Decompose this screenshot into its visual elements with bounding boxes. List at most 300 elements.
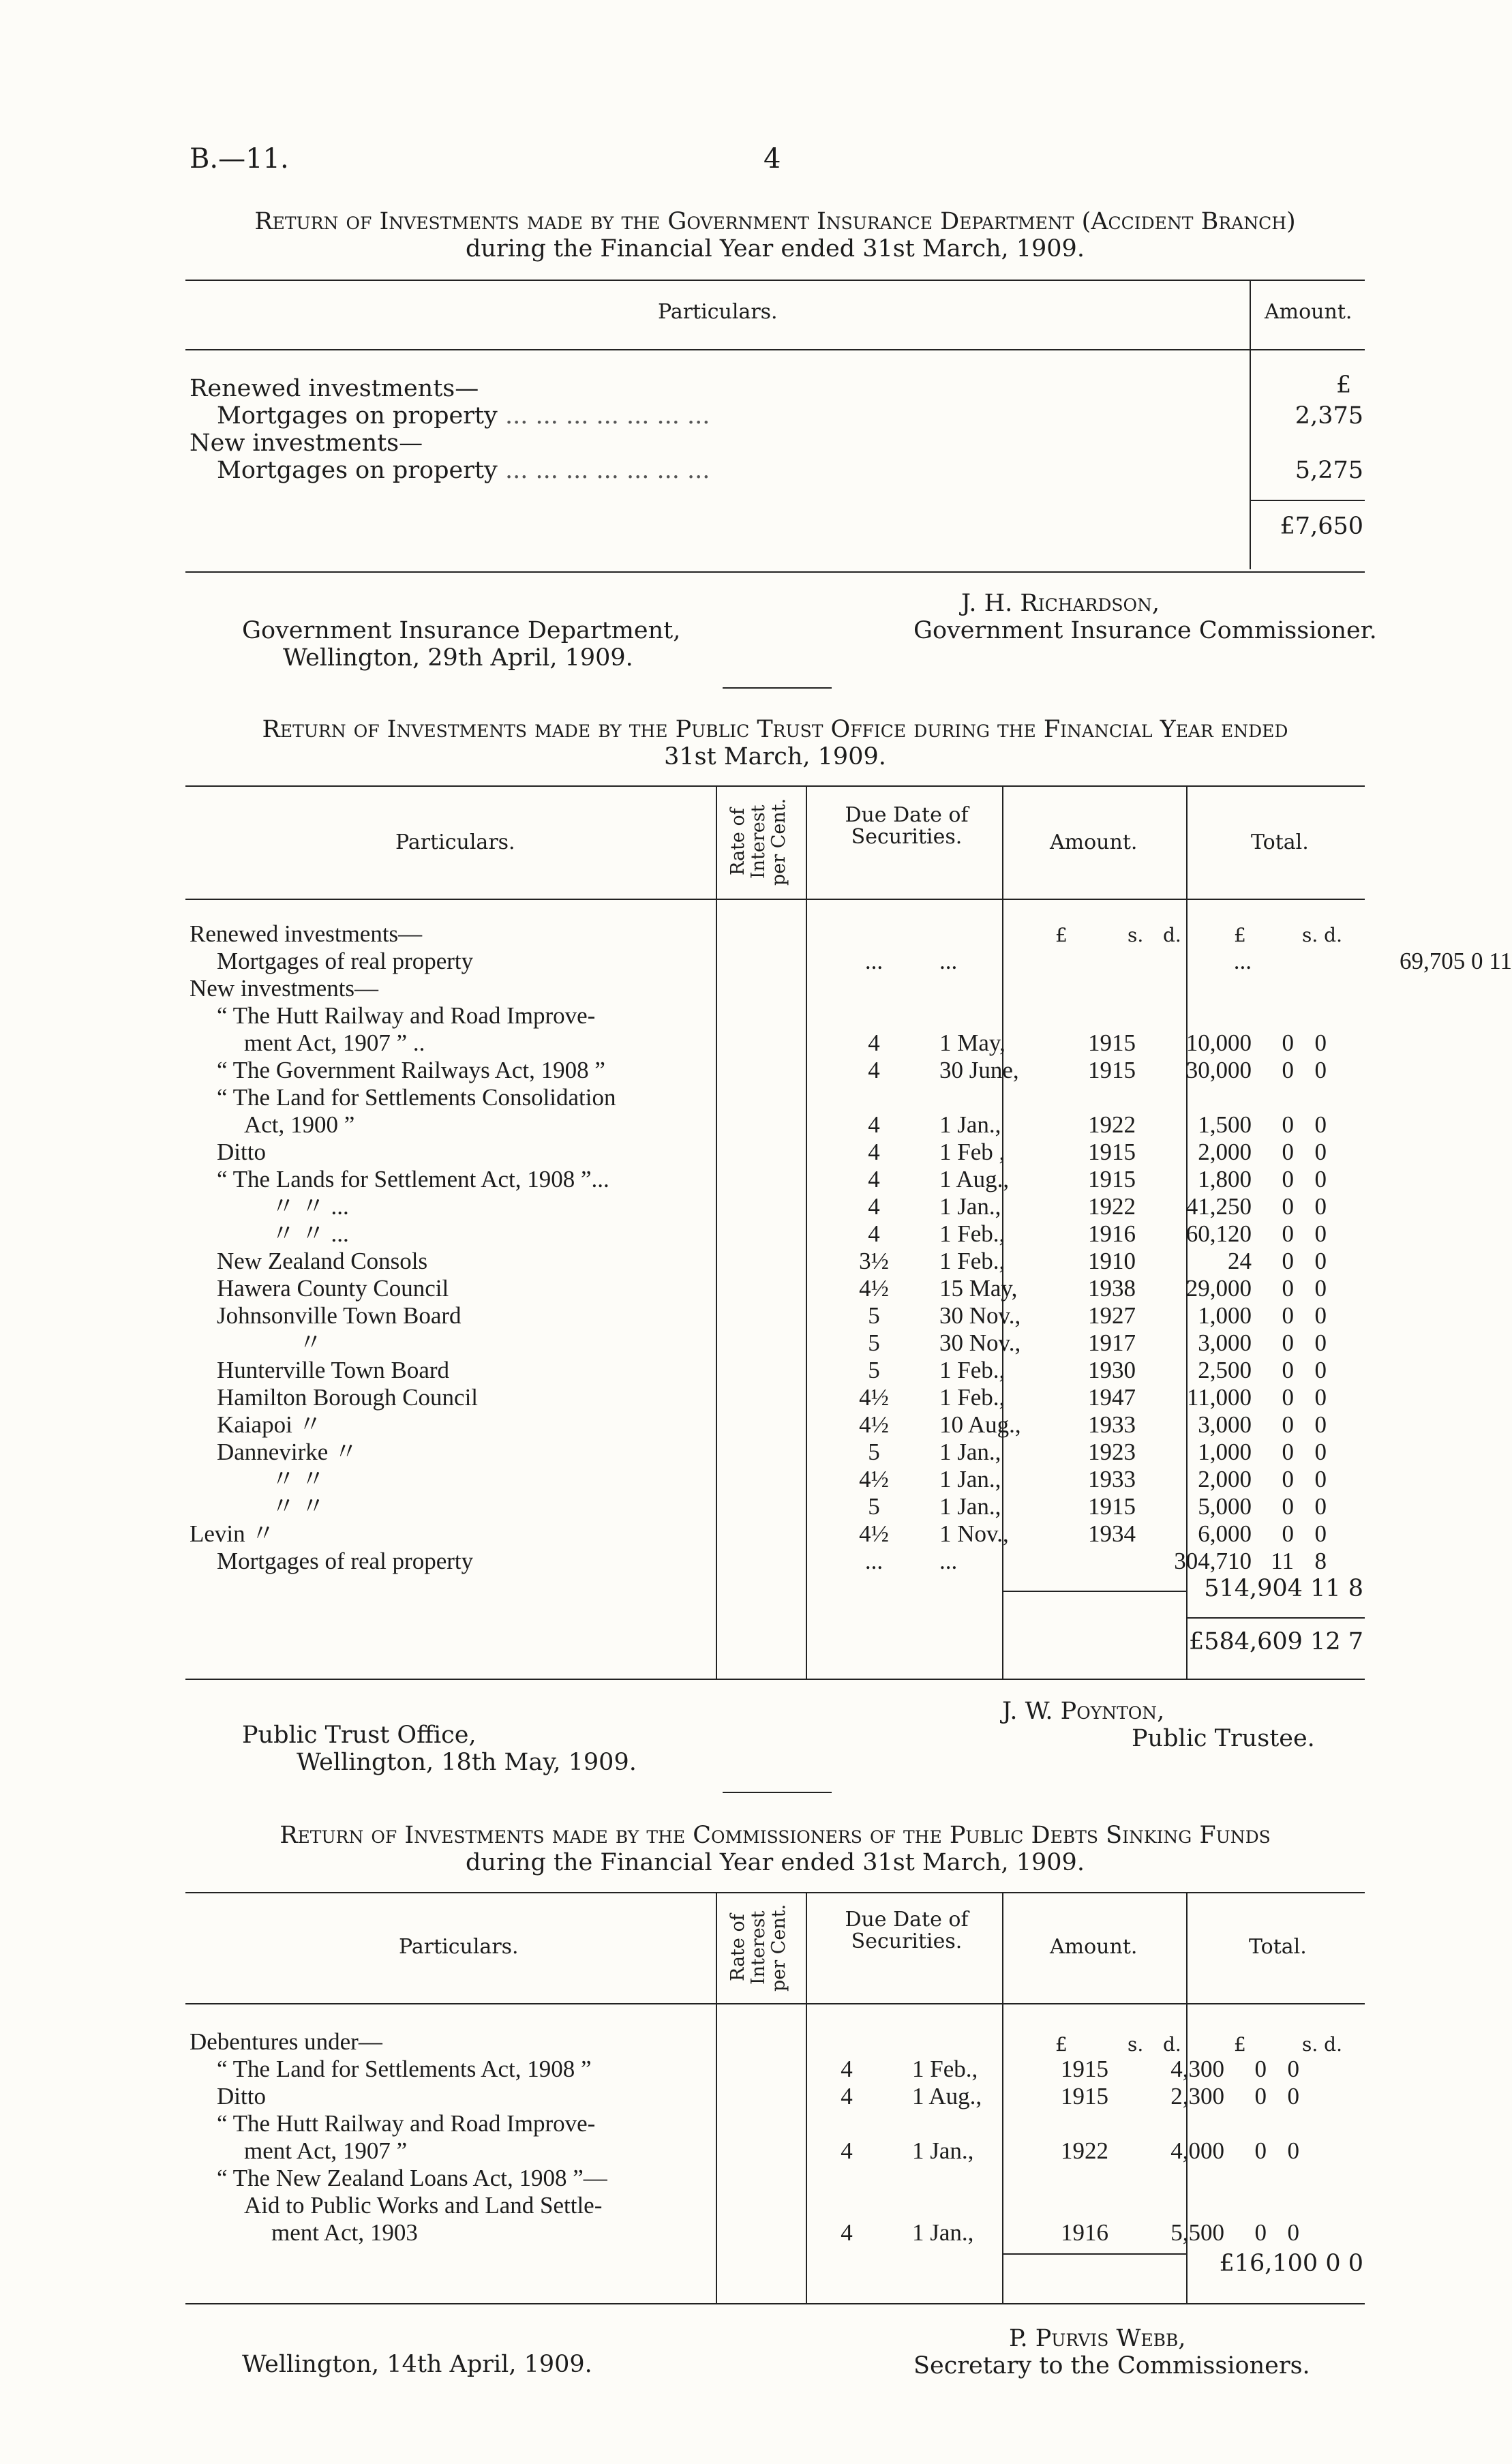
amount-pounds-cell [1136,1084,1258,1111]
table3-header-rule [185,2003,1365,2004]
table-row [185,920,1512,948]
amount-pence-cell: 0 [1314,1466,1327,1492]
total-cell [1307,2083,1485,2110]
amount-pence-cell: 0 [1314,1302,1327,1329]
particulars-cell: Mortgages of real property [217,948,474,974]
rate-cell: 4 [868,1139,880,1165]
table2-header-rule [185,899,1365,900]
rate-cell: 5 [868,1357,880,1383]
due-date-cell: 1 Feb., [939,1220,1006,1247]
amount-pence-cell: 0 [1314,1030,1327,1056]
table-row [185,1275,1512,1302]
particulars-cell: “ The Government Railways Act, 1908 ” [217,1057,605,1083]
table1-amount-1: 2,375 [1295,402,1363,430]
due-date-cell: 30 Nov., [939,1329,1021,1356]
rate-cell: 4 [841,2137,853,2164]
amount-shillings-cell [1231,2028,1267,2056]
table3-body [185,2028,1485,2247]
section3-sign-right-line1: P. Purvis Webb, [1009,2325,1186,2352]
amount-shillings-cell: 0 [1254,2083,1267,2109]
rate-cell: 4 [868,1111,880,1138]
table1-row-2: Mortgages on property ... ... ... ... ... ... ... [217,402,710,430]
due-date-cell [919,1002,1042,1030]
amount-shillings-cell: 0 [1282,1439,1294,1465]
total-cell [1307,2192,1485,2219]
section1-sign-left-line2: Wellington, 29th April, 1909. [283,644,633,672]
due-year-cell [1014,2192,1108,2219]
section1-sign-right-line1: J. H. Richardson, [961,590,1160,617]
particulars-cell: Johnsonville Town Board [217,1302,462,1329]
total-cell [1335,1357,1512,1384]
amount-shillings-cell: 0 [1282,1329,1294,1356]
due-date-cell: 1 Jan., [912,2219,974,2246]
particulars-cell: Aid to Public Works and Land Settle- [244,2192,603,2219]
due-year-cell: 1934 [1088,1520,1136,1547]
table-row [185,2110,1485,2137]
due-date-cell: ... [939,948,958,974]
table-row [185,1002,1512,1030]
rate-cell [802,2110,892,2137]
due-year-cell: 1922 [1088,1111,1136,1138]
table-row [185,1139,1512,1166]
section2-title-line1: Return of Investments made by the Public Trust Office during the Financial Year ended [262,716,1288,743]
table-row [185,1248,1512,1275]
table3-total-sd-unit: s. d. [1302,2033,1342,2056]
due-year-cell: 1916 [1088,1220,1136,1247]
rate-cell: 4 [868,1220,880,1247]
total-cell [1307,2110,1485,2137]
table-row [185,2165,1485,2192]
amount-pounds-cell: 1,000 [1198,1439,1252,1465]
section2-sign-right-line2: Public Trustee. [1132,1725,1315,1752]
amount-shillings-cell: 0 [1282,1520,1294,1547]
particulars-cell: New Zealand Consols [217,1248,428,1274]
due-date-cell: 1 Jan., [912,2137,974,2164]
due-date-cell: 1 Jan., [939,1111,1001,1138]
amount-pence-cell: 8 [1314,1548,1327,1574]
amount-shillings-cell [1258,948,1294,975]
due-year-cell [1042,975,1136,1002]
table3-header-total: Total. [1249,1935,1307,1959]
amount-pence-cell [1294,920,1335,948]
table3-total-pound-unit: £ [1234,2033,1246,2056]
particulars-cell: Kaiapoi 〃 [217,1411,322,1438]
rate-cell: 4 [868,1193,880,1220]
due-year-cell [1042,948,1136,975]
total-cell [1335,1220,1512,1248]
rate-cell [829,975,919,1002]
section1-signature-right [913,590,1377,644]
table1-header-rule [185,349,1365,350]
particulars-cell: Mortgages of real property [217,1548,474,1574]
section2-sign-right-line1: J. W. Poynton, [1002,1698,1165,1725]
table1-amount-divider [1250,280,1251,351]
particulars-cell: 〃 〃 [271,1466,325,1492]
table-row [185,1493,1512,1520]
due-year-cell: 1933 [1088,1411,1136,1438]
rate-cell [802,2165,892,2192]
rate-cell: 5 [868,1329,880,1356]
rate-cell: 4 [841,2083,853,2109]
due-year-cell: 1922 [1061,2137,1108,2164]
due-year-cell: 1927 [1088,1302,1136,1329]
table3-header-rate: Rate of Interest per Cent. [727,1904,789,1992]
due-date-cell [892,2028,1014,2056]
amount-pence-cell [1267,2165,1307,2192]
rate-cell: 4 [841,2219,853,2246]
amount-shillings-cell [1258,975,1294,1002]
total-cell [1335,1193,1512,1220]
due-year-cell: 1915 [1088,1166,1136,1192]
due-year-cell [1042,1548,1136,1575]
amount-pounds-cell: 60,120 [1185,1220,1252,1247]
rate-cell [802,2192,892,2219]
amount-pence-cell: 0 [1287,2083,1299,2109]
total-cell [1335,975,1512,1002]
due-year-cell [1042,1084,1136,1111]
amount-shillings-cell: 0 [1282,1248,1294,1274]
table1-amount-column-line [1250,351,1251,569]
amount-shillings-cell: 0 [1282,1357,1294,1383]
due-year-cell: 1922 [1088,1193,1136,1220]
rate-cell: 4 [841,2056,853,2082]
rate-cell [829,1002,919,1030]
total-cell [1335,1030,1512,1057]
amount-shillings-cell: 0 [1282,1493,1294,1520]
table1-row-4: Mortgages on property ... ... ... ... ... ... ... [217,457,710,484]
section2-signature-left [242,1722,637,1776]
amount-pounds-cell: 5,000 [1198,1493,1252,1520]
table1-bottom-rule [185,571,1365,573]
amount-pounds-cell: 24 [1228,1248,1252,1274]
amount-pence-cell: 0 [1314,1057,1327,1083]
amount-pence-cell: 0 [1314,1193,1327,1220]
total-cell [1307,2219,1485,2247]
table3-header-amount: Amount. [1050,1935,1138,1959]
table-row [185,2083,1485,2110]
particulars-cell: 〃 〃 [271,1493,325,1520]
total-cell [1335,1466,1512,1493]
section1-signature-left [242,617,680,672]
rate-cell: 4½ [859,1411,889,1438]
amount-pounds-cell: 29,000 [1185,1275,1252,1302]
due-date-cell: 10 Aug., [939,1411,1021,1438]
amount-pence-cell: 0 [1314,1248,1327,1274]
due-date-cell: 1 Jan., [939,1193,1001,1220]
section2-sign-left-line2: Wellington, 18th May, 1909. [297,1749,637,1776]
amount-pence-cell [1294,1084,1335,1111]
table-row [185,2028,1485,2056]
table3-bottom-rule [185,2303,1365,2304]
table-row [185,1302,1512,1329]
section1-sign-left-line1: Government Insurance Department, [242,617,681,644]
table2-bottom-rule [185,1679,1365,1680]
amount-pence-cell: 0 [1314,1439,1327,1465]
section3-sign-right-line2: Secretary to the Commissioners. [913,2352,1310,2379]
due-date-cell: 1 Jan., [939,1439,1001,1465]
particulars-cell: Ditto [217,2083,266,2109]
particulars-cell: “ The Land for Settlements Consolidation [217,1084,616,1111]
table-row [185,1548,1512,1575]
table1-header-amount: Amount. [1265,300,1352,324]
amount-pounds-cell: 304,710 [1174,1548,1252,1574]
amount-pence-cell [1294,948,1335,975]
amount-pence-cell [1267,2028,1307,2056]
section3-signature-left: Wellington, 14th April, 1909. [242,2351,592,2378]
table3-header-due: Due Date of Securities. [845,1908,969,1953]
table-row [185,1411,1512,1439]
section1-title-line1: Return of Investments made by the Government Insurance Department (Accident Branch) [254,208,1296,235]
table-row [185,1439,1512,1466]
table-row [185,1520,1512,1548]
due-year-cell: 1917 [1088,1329,1136,1356]
section3-title-line1: Return of Investments made by the Commissioners of the Public Debts Sinking Funds [279,1822,1271,1849]
due-date-cell: 1 Jan., [939,1493,1001,1520]
due-year-cell: 1915 [1088,1030,1136,1056]
amount-pounds-cell [1136,975,1258,1002]
amount-shillings-cell: 0 [1282,1302,1294,1329]
particulars-cell: ment Act, 1903 [271,2219,418,2246]
table1-currency: £ [1336,372,1352,399]
table2-header-rate: Rate of Interest per Cent. [727,798,789,886]
table2-amount-shilling-unit: s. [1128,924,1144,946]
particulars-cell: ment Act, 1907 ” [244,2137,408,2164]
section2-sign-left-line1: Public Trust Office, [242,1722,477,1749]
table-row [185,1329,1512,1357]
due-year-cell: 1933 [1088,1466,1136,1492]
table3-total: £16,100 0 0 [1219,2250,1363,2277]
total-cell [1335,1166,1512,1193]
total-cell [1335,1057,1512,1084]
due-date-cell: 1 Feb., [939,1357,1006,1383]
total-cell [1335,1520,1512,1548]
amount-pence-cell: 0 [1314,1493,1327,1520]
amount-pence-cell: 0 [1287,2219,1299,2246]
amount-shillings-cell: 0 [1282,1111,1294,1138]
total-cell [1335,1302,1512,1329]
table-row [185,2192,1485,2219]
amount-pounds-cell: 2,000 [1198,1139,1252,1165]
rate-cell: 4 [868,1030,880,1056]
table-row [185,2056,1485,2083]
amount-shillings-cell [1258,920,1294,948]
table2-grand-total: £584,609 12 7 [1188,1628,1363,1655]
particulars-cell: “ The Hutt Railway and Road Improve- [217,1002,596,1029]
amount-pounds-cell: 10,000 [1185,1030,1252,1056]
amount-pence-cell [1294,975,1335,1002]
amount-pounds-cell: 1,000 [1198,1302,1252,1329]
amount-pounds-cell [1108,2192,1231,2219]
particulars-cell: “ The Hutt Railway and Road Improve- [217,2110,596,2137]
amount-shillings-cell [1258,1084,1294,1111]
total-cell [1335,1139,1512,1166]
document-reference: B.—11. [190,143,289,175]
table-row [185,2219,1485,2247]
particulars-cell: Act, 1900 ” [244,1111,355,1138]
table1-particulars [190,375,710,484]
table-row [185,1030,1512,1057]
amount-shillings-cell: 0 [1282,1030,1294,1056]
due-year-cell [1014,2028,1108,2056]
section-separator-1 [723,687,832,689]
amount-pence-cell: 0 [1314,1139,1327,1165]
particulars-cell: Ditto [217,1139,266,1165]
due-date-cell [892,2192,1014,2219]
table3-header-particulars: Particulars. [399,1935,519,1959]
amount-pounds-cell: 3,000 [1198,1411,1252,1438]
particulars-cell: Debentures under— [190,2028,382,2055]
due-year-cell: 1930 [1088,1357,1136,1383]
amount-pence-cell: 0 [1314,1357,1327,1383]
rate-cell: 4 [868,1057,880,1083]
rate-cell: ... [864,948,883,974]
particulars-cell: Hawera County Council [217,1275,449,1302]
table-row [185,1220,1512,1248]
due-year-cell [1042,1002,1136,1030]
amount-shillings-cell: 0 [1282,1411,1294,1438]
table2-header-amount: Amount. [1050,830,1138,854]
table2-amount-pound-unit: £ [1055,924,1068,946]
due-date-cell: 1 Aug., [912,2083,982,2109]
table1-top-rule [185,280,1365,281]
due-date-cell [892,2165,1014,2192]
table-row [185,1084,1512,1111]
amount-pence-cell [1267,2110,1307,2137]
total-cell [1335,1411,1512,1439]
table1-row-3: New investments— [190,430,423,457]
amount-shillings-cell: 11 [1271,1548,1294,1574]
table3-top-rule [185,1892,1365,1893]
due-year-cell: 1915 [1088,1493,1136,1520]
amount-shillings-cell: 0 [1282,1166,1294,1192]
due-date-cell: 15 May, [939,1275,1018,1302]
particulars-cell: ment Act, 1907 ” .. [244,1030,425,1056]
rate-cell: 4½ [859,1384,889,1411]
amount-pounds-cell: 30,000 [1185,1057,1252,1083]
amount-shillings-cell: 0 [1282,1275,1294,1302]
due-year-cell: 1915 [1088,1057,1136,1083]
table2-subtotal: 514,904 11 8 [1204,1575,1363,1602]
total-cell [1335,1548,1512,1575]
table2-amount-pence-unit: d. [1163,924,1181,946]
rate-cell: 5 [868,1302,880,1329]
table3-amount-pence-unit: d. [1163,2033,1181,2056]
section2-title-line2: 31st March, 1909. [664,743,886,770]
amount-pence-cell: 0 [1314,1411,1327,1438]
table2-body [185,920,1512,1575]
table1-row-1: Renewed investments— [190,375,479,402]
due-year-cell: 1938 [1088,1275,1136,1302]
due-date-cell: 1 Feb , [939,1139,1006,1165]
amount-shillings-cell: 0 [1282,1466,1294,1492]
particulars-cell: 〃 〃 ... [271,1193,349,1220]
table-row [185,975,1512,1002]
particulars-cell: Hunterville Town Board [217,1357,450,1383]
amount-pounds-cell: 2,300 [1170,2083,1224,2109]
section3-title-line2: during the Financial Year ended 31st March, 1909. [466,1849,1085,1876]
amount-pence-cell: 0 [1314,1384,1327,1411]
amount-pence-cell: 0 [1287,2137,1299,2164]
amount-pounds-cell: 4,000 [1170,2137,1224,2164]
amount-pounds-cell [1108,2165,1231,2192]
particulars-cell: 〃 [299,1329,323,1356]
table-row [185,1166,1512,1193]
due-date-cell: 1 Jan., [939,1466,1001,1492]
table-row [185,1057,1512,1084]
amount-pence-cell: 0 [1314,1220,1327,1247]
due-year-cell: 1947 [1088,1384,1136,1411]
table-row [185,1466,1512,1493]
total-cell [1335,1084,1512,1111]
section1-title-line2: during the Financial Year ended 31st March, 1909. [466,235,1085,262]
table-row [185,1384,1512,1411]
amount-pounds-cell: 2,000 [1198,1466,1252,1492]
particulars-cell: Renewed investments— [190,920,423,947]
amount-pounds-cell: 11,000 [1187,1384,1252,1411]
section1-sign-right-line2: Government Insurance Commissioner. [913,617,1377,644]
table1-total-rule [1251,500,1365,501]
due-date-cell: 1 Nov., [939,1520,1009,1547]
particulars-cell: “ The New Zealand Loans Act, 1908 ”— [217,2165,607,2191]
total-cell [1335,1439,1512,1466]
particulars-cell: “ The Lands for Settlement Act, 1908 ”... [217,1166,609,1192]
amount-pence-cell: 0 [1314,1111,1327,1138]
page-number: 4 [763,143,781,175]
amount-pounds-cell: 5,500 [1170,2219,1224,2246]
particulars-cell: Levin 〃 [190,1520,275,1547]
particulars-cell: New investments— [190,975,379,1002]
rate-cell: 4½ [859,1466,889,1492]
amount-pounds-cell [1136,920,1258,948]
table2-amount-sum-rule [1003,1591,1186,1592]
due-date-cell: 1 Feb., [939,1248,1006,1274]
amount-pounds-cell: 4,300 [1170,2056,1224,2082]
total-cell [1335,1248,1512,1275]
section-separator-2 [723,1792,832,1793]
rate-cell: ... [864,1548,883,1574]
rate-cell: 4½ [859,1520,889,1547]
rate-cell: 5 [868,1493,880,1520]
due-date-cell [919,975,1042,1002]
section1-title [185,208,1365,235]
due-date-cell [892,2110,1014,2137]
amount-shillings-cell [1231,2192,1267,2219]
particulars-cell: “ The Land for Settlements Act, 1908 ” [217,2056,592,2082]
particulars-cell: Dannevirke 〃 [217,1439,359,1465]
due-year-cell: 1915 [1088,1139,1136,1165]
total-cell: 69,705 0 11 [1400,948,1512,974]
due-year-cell [1042,920,1136,948]
table-row [185,1193,1512,1220]
amount-shillings-cell: 0 [1254,2056,1267,2082]
table3-amount-sum-rule [1003,2253,1186,2255]
table3-amount-shilling-unit: s. [1128,2033,1144,2056]
due-date-cell: 1 Feb., [939,1384,1006,1411]
amount-shillings-cell: 0 [1282,1193,1294,1220]
section2-signature-right [1002,1698,1315,1752]
due-date-cell [919,920,1042,948]
due-date-cell: 1 Aug., [939,1166,1010,1192]
table2-total-rule [1188,1617,1365,1619]
amount-shillings-cell [1231,2110,1267,2137]
rate-cell [829,1084,919,1111]
table-row [185,2137,1485,2165]
table-row [185,948,1512,975]
table1-total: £7,650 [1280,513,1363,540]
amount-pounds-cell: 1,800 [1198,1166,1252,1192]
amount-pounds-cell: ... [1233,948,1252,974]
amount-shillings-cell: 0 [1254,2219,1267,2246]
